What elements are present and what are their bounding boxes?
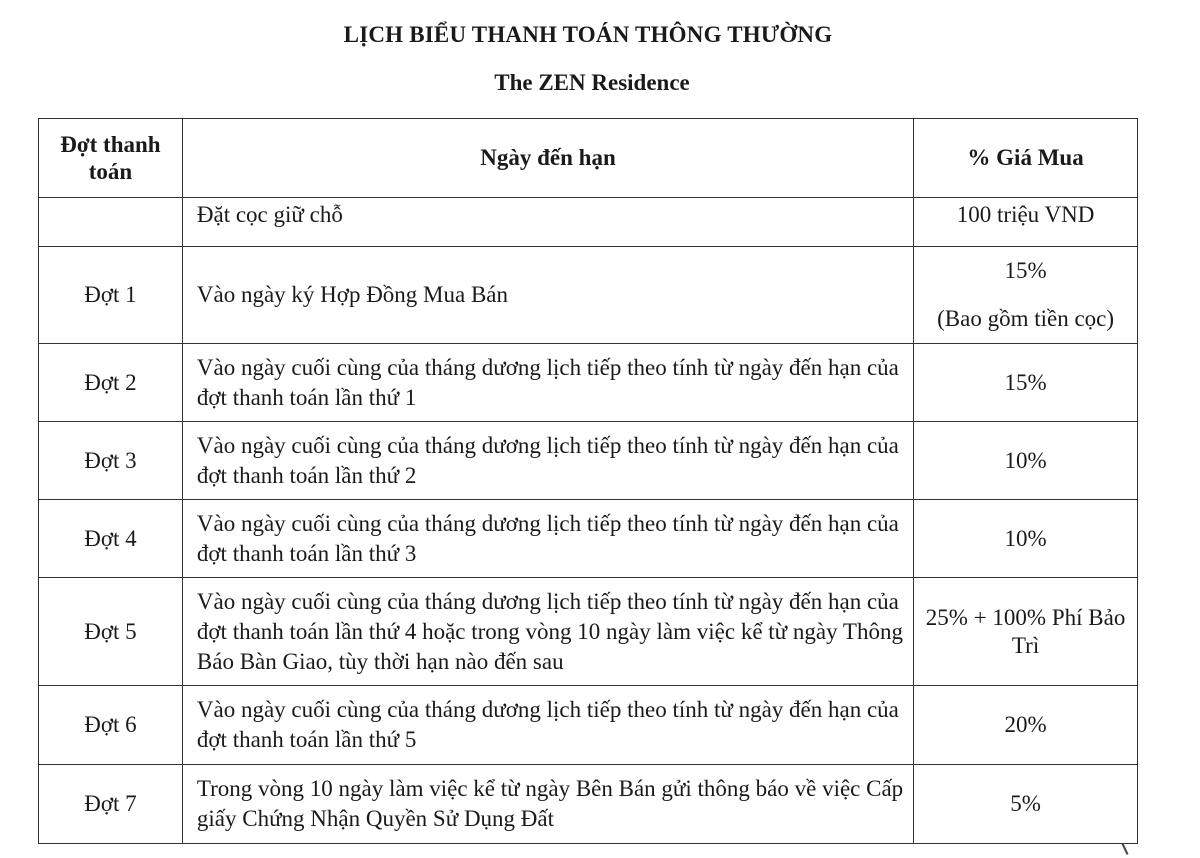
table-row (39, 578, 1138, 686)
document-title: LỊCH BIỂU THANH TOÁN THÔNG THƯỜNG (343, 22, 833, 47)
batch-cell: Đợt 2 (39, 344, 183, 422)
table-row (39, 344, 1138, 422)
table-row (39, 247, 1138, 344)
due-date-cell: Vào ngày cuối cùng của tháng dương lịch tiếp theo tính từ ngày đến hạn của đợt thanh toán lần thứ 2 (182, 422, 913, 500)
due-date-cell: Trong vòng 10 ngày làm việc kể từ ngày Bên Bán gửi thông báo về việc Cấp giấy Chứng Nhận Quyền Sử Dụng Đất (182, 765, 913, 844)
header-due-date: Ngày đến hạn (182, 119, 913, 198)
table-row (39, 422, 1138, 500)
header-batch: Đợt thanh toán (39, 119, 183, 198)
percent-cell: 25% + 100% Phí Bảo Trì (914, 578, 1138, 686)
batch-cell: Đợt 5 (39, 578, 183, 686)
table-row (39, 500, 1138, 578)
percent-cell: 15% (914, 344, 1138, 422)
deposit-batch-cell (39, 198, 183, 247)
batch-cell: Đợt 6 (39, 686, 183, 765)
due-date-cell: Vào ngày cuối cùng của tháng dương lịch tiếp theo tính từ ngày đến hạn của đợt thanh toán lần thứ 3 (182, 500, 913, 578)
batch-cell: Đợt 7 (39, 765, 183, 844)
scan-artifact-mark (1122, 843, 1129, 855)
percent-cell: 20% (914, 686, 1138, 765)
table-row (39, 686, 1138, 765)
table-row-deposit (39, 198, 1138, 247)
due-date-cell: Vào ngày cuối cùng của tháng dương lịch tiếp theo tính từ ngày đến hạn của đợt thanh toán lần thứ 1 (182, 344, 913, 422)
table-row (39, 765, 1138, 844)
percent-cell (914, 247, 1138, 344)
batch-cell: Đợt 1 (39, 247, 183, 344)
percent-cell: 5% (914, 765, 1138, 844)
percent-cell: 10% (914, 422, 1138, 500)
payment-schedule-table (38, 118, 1138, 844)
header-percent: % Giá Mua (914, 119, 1138, 198)
document-subtitle: The ZEN Residence (494, 70, 690, 95)
batch-cell: Đợt 3 (39, 422, 183, 500)
batch-cell: Đợt 4 (39, 500, 183, 578)
due-date-cell: Vào ngày cuối cùng của tháng dương lịch tiếp theo tính từ ngày đến hạn của đợt thanh toán lần thứ 4 hoặc trong vòng 10 ngày làm việc kể từ ngày Thông Báo Bàn Giao, tùy thời hạn nào đến sau (182, 578, 913, 686)
due-date-cell: Vào ngày cuối cùng của tháng dương lịch tiếp theo tính từ ngày đến hạn của đợt thanh toán lần thứ 5 (182, 686, 913, 765)
table-header-row (39, 119, 1138, 198)
due-date-cell: Vào ngày ký Hợp Đồng Mua Bán (182, 247, 913, 344)
deposit-due-cell: Đặt cọc giữ chỗ (182, 198, 913, 247)
percent-note: (Bao gồm tiền cọc) (937, 306, 1115, 331)
percent-value: 15% (1004, 258, 1047, 283)
percent-cell: 10% (914, 500, 1138, 578)
deposit-amount-cell: 100 triệu VND (914, 198, 1138, 247)
